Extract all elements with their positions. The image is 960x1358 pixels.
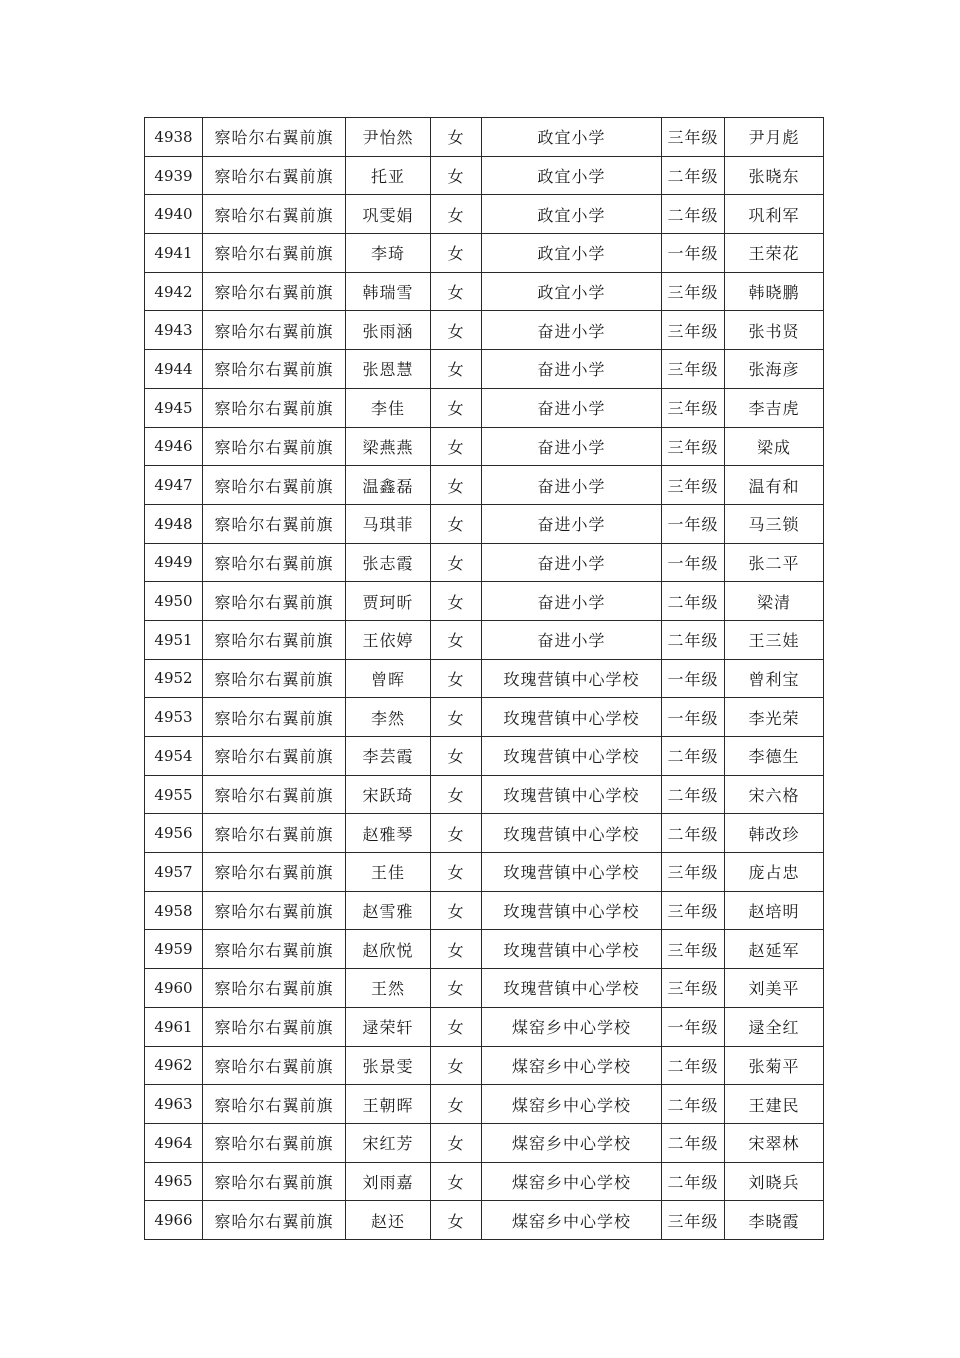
school-cell: 奋进小学 [482,620,662,659]
gender-cell: 女 [431,1007,482,1046]
table-row [145,1085,824,1124]
serial-number-cell: 4956 [145,814,203,853]
region-cell: 察哈尔右翼前旗 [203,582,346,621]
school-cell: 玫瑰营镇中心学校 [482,659,662,698]
student-name-cell: 张志霞 [346,543,431,582]
table-row [145,388,824,427]
student-name-cell: 张景雯 [346,1046,431,1085]
guardian-name-cell: 赵培明 [725,891,824,930]
region-cell: 察哈尔右翼前旗 [203,814,346,853]
school-cell: 奋进小学 [482,504,662,543]
region-cell: 察哈尔右翼前旗 [203,698,346,737]
table-row [145,775,824,814]
gender-cell: 女 [431,195,482,234]
table-row [145,156,824,195]
serial-number-cell: 4963 [145,1085,203,1124]
grade-cell: 一年级 [662,1007,725,1046]
table-row [145,543,824,582]
gender-cell: 女 [431,620,482,659]
serial-number-cell: 4944 [145,350,203,389]
region-cell: 察哈尔右翼前旗 [203,775,346,814]
guardian-name-cell: 尹月彪 [725,118,824,157]
gender-cell: 女 [431,814,482,853]
serial-number-cell: 4965 [145,1162,203,1201]
serial-number-cell: 4945 [145,388,203,427]
region-cell: 察哈尔右翼前旗 [203,1007,346,1046]
grade-cell: 二年级 [662,195,725,234]
school-cell: 玫瑰营镇中心学校 [482,969,662,1008]
guardian-name-cell: 张二平 [725,543,824,582]
grade-cell: 三年级 [662,311,725,350]
student-name-cell: 韩瑞雪 [346,272,431,311]
guardian-name-cell: 李德生 [725,737,824,776]
serial-number-cell: 4938 [145,118,203,157]
student-name-cell: 张雨涵 [346,311,431,350]
school-cell: 奋进小学 [482,582,662,621]
school-cell: 煤窑乡中心学校 [482,1123,662,1162]
grade-cell: 三年级 [662,272,725,311]
region-cell: 察哈尔右翼前旗 [203,388,346,427]
gender-cell: 女 [431,388,482,427]
region-cell: 察哈尔右翼前旗 [203,1046,346,1085]
student-name-cell: 李佳 [346,388,431,427]
gender-cell: 女 [431,775,482,814]
serial-number-cell: 4954 [145,737,203,776]
school-cell: 政宜小学 [482,118,662,157]
gender-cell: 女 [431,543,482,582]
school-cell: 玫瑰营镇中心学校 [482,853,662,892]
student-name-cell: 刘雨嘉 [346,1162,431,1201]
serial-number-cell: 4953 [145,698,203,737]
school-cell: 奋进小学 [482,543,662,582]
serial-number-cell: 4941 [145,234,203,273]
table-row [145,118,824,157]
gender-cell: 女 [431,582,482,621]
gender-cell: 女 [431,118,482,157]
gender-cell: 女 [431,1046,482,1085]
gender-cell: 女 [431,427,482,466]
table-row [145,311,824,350]
guardian-name-cell: 温有和 [725,466,824,505]
table-row [145,737,824,776]
school-cell: 玫瑰营镇中心学校 [482,775,662,814]
gender-cell: 女 [431,350,482,389]
school-cell: 奋进小学 [482,388,662,427]
table-row [145,891,824,930]
gender-cell: 女 [431,891,482,930]
region-cell: 察哈尔右翼前旗 [203,620,346,659]
guardian-name-cell: 张海彦 [725,350,824,389]
region-cell: 察哈尔右翼前旗 [203,156,346,195]
guardian-name-cell: 庞占忠 [725,853,824,892]
table-row [145,698,824,737]
gender-cell: 女 [431,272,482,311]
grade-cell: 三年级 [662,891,725,930]
school-cell: 煤窑乡中心学校 [482,1201,662,1240]
student-name-cell: 李琦 [346,234,431,273]
student-name-cell: 李芸霞 [346,737,431,776]
table-row [145,1123,824,1162]
serial-number-cell: 4957 [145,853,203,892]
region-cell: 察哈尔右翼前旗 [203,350,346,389]
region-cell: 察哈尔右翼前旗 [203,737,346,776]
gender-cell: 女 [431,969,482,1008]
table-row [145,930,824,969]
student-name-cell: 王佳 [346,853,431,892]
student-name-cell: 宋红芳 [346,1123,431,1162]
grade-cell: 三年级 [662,427,725,466]
student-name-cell: 马琪菲 [346,504,431,543]
grade-cell: 三年级 [662,388,725,427]
guardian-name-cell: 韩晓鹏 [725,272,824,311]
table-row [145,427,824,466]
serial-number-cell: 4958 [145,891,203,930]
student-name-cell: 尹怡然 [346,118,431,157]
region-cell: 察哈尔右翼前旗 [203,311,346,350]
school-cell: 煤窑乡中心学校 [482,1007,662,1046]
grade-cell: 一年级 [662,543,725,582]
roster-table [144,117,824,1240]
serial-number-cell: 4939 [145,156,203,195]
guardian-name-cell: 张菊平 [725,1046,824,1085]
guardian-name-cell: 韩改珍 [725,814,824,853]
serial-number-cell: 4960 [145,969,203,1008]
student-name-cell: 巩雯娟 [346,195,431,234]
serial-number-cell: 4946 [145,427,203,466]
gender-cell: 女 [431,930,482,969]
serial-number-cell: 4940 [145,195,203,234]
gender-cell: 女 [431,737,482,776]
table-row [145,969,824,1008]
region-cell: 察哈尔右翼前旗 [203,853,346,892]
serial-number-cell: 4962 [145,1046,203,1085]
grade-cell: 二年级 [662,156,725,195]
gender-cell: 女 [431,311,482,350]
region-cell: 察哈尔右翼前旗 [203,118,346,157]
school-cell: 玫瑰营镇中心学校 [482,930,662,969]
region-cell: 察哈尔右翼前旗 [203,195,346,234]
guardian-name-cell: 王荣花 [725,234,824,273]
school-cell: 玫瑰营镇中心学校 [482,814,662,853]
serial-number-cell: 4952 [145,659,203,698]
student-name-cell: 王朝晖 [346,1085,431,1124]
school-cell: 玫瑰营镇中心学校 [482,737,662,776]
serial-number-cell: 4949 [145,543,203,582]
grade-cell: 二年级 [662,814,725,853]
student-name-cell: 梁燕燕 [346,427,431,466]
table-row [145,504,824,543]
gender-cell: 女 [431,234,482,273]
grade-cell: 三年级 [662,930,725,969]
region-cell: 察哈尔右翼前旗 [203,234,346,273]
table-row [145,466,824,505]
student-name-cell: 曾晖 [346,659,431,698]
grade-cell: 二年级 [662,1162,725,1201]
grade-cell: 二年级 [662,1085,725,1124]
student-name-cell: 托亚 [346,156,431,195]
student-name-cell: 张恩慧 [346,350,431,389]
guardian-name-cell: 李光荣 [725,698,824,737]
grade-cell: 三年级 [662,969,725,1008]
region-cell: 察哈尔右翼前旗 [203,1162,346,1201]
table-row [145,272,824,311]
region-cell: 察哈尔右翼前旗 [203,504,346,543]
table-row [145,195,824,234]
grade-cell: 二年级 [662,737,725,776]
school-cell: 政宜小学 [482,195,662,234]
gender-cell: 女 [431,1201,482,1240]
school-cell: 煤窑乡中心学校 [482,1046,662,1085]
grade-cell: 三年级 [662,853,725,892]
student-name-cell: 赵还 [346,1201,431,1240]
roster-table-container [144,117,823,1240]
guardian-name-cell: 李晓霞 [725,1201,824,1240]
grade-cell: 二年级 [662,620,725,659]
grade-cell: 一年级 [662,234,725,273]
serial-number-cell: 4964 [145,1123,203,1162]
guardian-name-cell: 逯全红 [725,1007,824,1046]
gender-cell: 女 [431,466,482,505]
table-row [145,582,824,621]
guardian-name-cell: 巩利军 [725,195,824,234]
gender-cell: 女 [431,156,482,195]
school-cell: 政宜小学 [482,156,662,195]
gender-cell: 女 [431,1085,482,1124]
gender-cell: 女 [431,659,482,698]
serial-number-cell: 4942 [145,272,203,311]
grade-cell: 一年级 [662,698,725,737]
school-cell: 奋进小学 [482,311,662,350]
grade-cell: 三年级 [662,118,725,157]
grade-cell: 一年级 [662,659,725,698]
serial-number-cell: 4948 [145,504,203,543]
region-cell: 察哈尔右翼前旗 [203,543,346,582]
region-cell: 察哈尔右翼前旗 [203,1201,346,1240]
school-cell: 奋进小学 [482,466,662,505]
school-cell: 玫瑰营镇中心学校 [482,891,662,930]
school-cell: 奋进小学 [482,427,662,466]
table-row [145,620,824,659]
guardian-name-cell: 王建民 [725,1085,824,1124]
table-row [145,853,824,892]
student-name-cell: 贾珂昕 [346,582,431,621]
grade-cell: 二年级 [662,582,725,621]
serial-number-cell: 4950 [145,582,203,621]
table-row [145,350,824,389]
guardian-name-cell: 张晓东 [725,156,824,195]
region-cell: 察哈尔右翼前旗 [203,1123,346,1162]
grade-cell: 三年级 [662,466,725,505]
grade-cell: 一年级 [662,504,725,543]
gender-cell: 女 [431,853,482,892]
school-cell: 政宜小学 [482,272,662,311]
guardian-name-cell: 赵延军 [725,930,824,969]
region-cell: 察哈尔右翼前旗 [203,1085,346,1124]
gender-cell: 女 [431,504,482,543]
region-cell: 察哈尔右翼前旗 [203,466,346,505]
serial-number-cell: 4943 [145,311,203,350]
student-name-cell: 赵欣悦 [346,930,431,969]
table-row [145,1201,824,1240]
school-cell: 政宜小学 [482,234,662,273]
guardian-name-cell: 宋翠林 [725,1123,824,1162]
guardian-name-cell: 梁清 [725,582,824,621]
serial-number-cell: 4951 [145,620,203,659]
student-name-cell: 逯荣轩 [346,1007,431,1046]
serial-number-cell: 4955 [145,775,203,814]
region-cell: 察哈尔右翼前旗 [203,659,346,698]
guardian-name-cell: 宋六格 [725,775,824,814]
grade-cell: 二年级 [662,1123,725,1162]
school-cell: 煤窑乡中心学校 [482,1085,662,1124]
student-name-cell: 温鑫磊 [346,466,431,505]
school-cell: 煤窑乡中心学校 [482,1162,662,1201]
student-name-cell: 王然 [346,969,431,1008]
region-cell: 察哈尔右翼前旗 [203,969,346,1008]
gender-cell: 女 [431,698,482,737]
table-row [145,234,824,273]
serial-number-cell: 4966 [145,1201,203,1240]
region-cell: 察哈尔右翼前旗 [203,891,346,930]
guardian-name-cell: 马三锁 [725,504,824,543]
table-row [145,814,824,853]
guardian-name-cell: 梁成 [725,427,824,466]
guardian-name-cell: 王三娃 [725,620,824,659]
school-cell: 奋进小学 [482,350,662,389]
guardian-name-cell: 曾利宝 [725,659,824,698]
region-cell: 察哈尔右翼前旗 [203,427,346,466]
guardian-name-cell: 刘美平 [725,969,824,1008]
guardian-name-cell: 李吉虎 [725,388,824,427]
table-row [145,1162,824,1201]
serial-number-cell: 4961 [145,1007,203,1046]
grade-cell: 二年级 [662,775,725,814]
student-name-cell: 王依婷 [346,620,431,659]
grade-cell: 三年级 [662,350,725,389]
school-cell: 玫瑰营镇中心学校 [482,698,662,737]
grade-cell: 二年级 [662,1046,725,1085]
student-name-cell: 赵雪雅 [346,891,431,930]
grade-cell: 三年级 [662,1201,725,1240]
table-row [145,659,824,698]
serial-number-cell: 4947 [145,466,203,505]
table-row [145,1007,824,1046]
gender-cell: 女 [431,1123,482,1162]
student-name-cell: 赵雅琴 [346,814,431,853]
student-name-cell: 李然 [346,698,431,737]
region-cell: 察哈尔右翼前旗 [203,272,346,311]
guardian-name-cell: 刘晓兵 [725,1162,824,1201]
gender-cell: 女 [431,1162,482,1201]
serial-number-cell: 4959 [145,930,203,969]
student-name-cell: 宋跃琦 [346,775,431,814]
roster-body [145,118,824,1240]
guardian-name-cell: 张书贤 [725,311,824,350]
region-cell: 察哈尔右翼前旗 [203,930,346,969]
table-row [145,1046,824,1085]
